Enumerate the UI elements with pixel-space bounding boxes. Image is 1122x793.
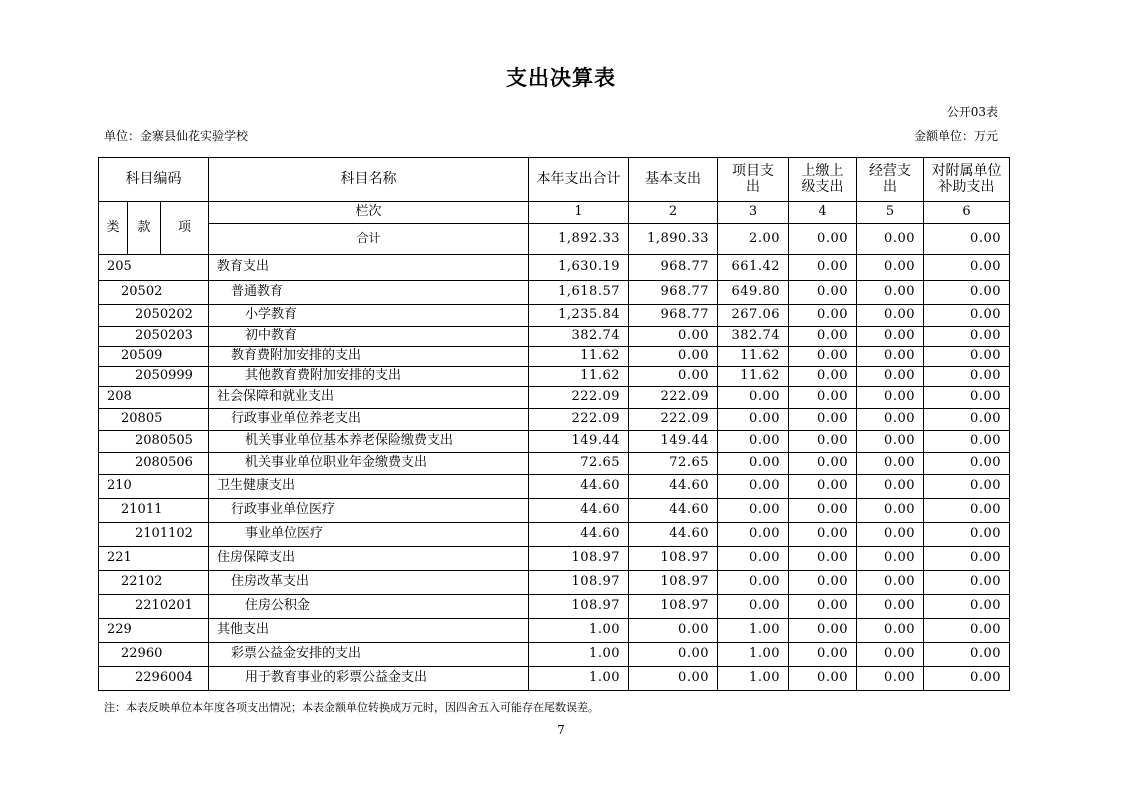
amount-unit-label: 金额单位：万元: [913, 129, 998, 143]
subject-code-cell: 2050202: [99, 305, 209, 327]
subject-code-cell: 229: [99, 619, 209, 643]
amount-cell: 0.00: [718, 523, 789, 547]
amount-cell: 0.00: [924, 281, 1010, 305]
amount-cell: 0.00: [789, 431, 857, 453]
subject-code-cell: 22102: [99, 571, 209, 595]
amount-cell: 108.97: [629, 547, 718, 571]
amount-cell: 0.00: [718, 499, 789, 523]
subject-code-cell: 2101102: [99, 523, 209, 547]
column-order-label: 栏次: [209, 202, 529, 224]
amount-cell: 0.00: [789, 347, 857, 367]
subject-name-cell: 住房公积金: [209, 595, 529, 619]
table-row: [99, 453, 1010, 475]
table-row: [99, 475, 1010, 499]
amount-cell: 0.00: [924, 667, 1010, 691]
total-row: [99, 224, 1010, 255]
subject-code-cell: 21011: [99, 499, 209, 523]
table-row: [99, 643, 1010, 667]
amount-cell: 968.77: [629, 305, 718, 327]
table-row: [99, 281, 1010, 305]
footnote: 注：本表反映单位本年度各项支出情况；本表金额单位转换成万元时，因四舍五入可能存在尾数误差。: [104, 701, 599, 714]
header-upper: 上缴上 级支出: [789, 158, 857, 202]
subject-code-cell: 22960: [99, 643, 209, 667]
amount-cell: 0.00: [789, 255, 857, 281]
amount-cell: 0.00: [924, 347, 1010, 367]
amount-cell: 0.00: [924, 453, 1010, 475]
amount-cell: 44.60: [529, 523, 629, 547]
amount-cell: 0.00: [924, 305, 1010, 327]
header-subsidiary: 对附属单位 补助支出: [924, 158, 1010, 202]
amount-cell: 0.00: [924, 571, 1010, 595]
amount-cell: 0.00: [924, 619, 1010, 643]
amount-cell: 0.00: [857, 347, 924, 367]
table-row: [99, 327, 1010, 347]
amount-cell: 72.65: [629, 453, 718, 475]
header-row: [99, 158, 1010, 202]
amount-cell: 0.00: [629, 619, 718, 643]
amount-cell: 0.00: [789, 453, 857, 475]
subject-code-cell: 221: [99, 547, 209, 571]
amount-cell: 11.62: [529, 367, 629, 387]
amount-cell: 0.00: [718, 571, 789, 595]
amount-cell: 0.00: [857, 643, 924, 667]
table-row: [99, 619, 1010, 643]
amount-cell: 0.00: [857, 547, 924, 571]
amount-cell: 0.00: [718, 409, 789, 431]
amount-cell: 0.00: [924, 327, 1010, 347]
amount-cell: 382.74: [529, 327, 629, 347]
amount-cell: 0.00: [924, 255, 1010, 281]
amount-cell: 0.00: [857, 453, 924, 475]
amount-cell: 1,618.57: [529, 281, 629, 305]
subject-name-cell: 机关事业单位基本养老保险缴费支出: [209, 431, 529, 453]
subject-name-cell: 其他支出: [209, 619, 529, 643]
amount-cell: 1.00: [718, 667, 789, 691]
subject-code-cell: 205: [99, 255, 209, 281]
header-basic: 基本支出: [629, 158, 718, 202]
amount-cell: 0.00: [629, 643, 718, 667]
amount-cell: 108.97: [529, 571, 629, 595]
amount-cell: 0.00: [924, 475, 1010, 499]
amount-cell: 1.00: [529, 643, 629, 667]
subject-code-cell: 2050999: [99, 367, 209, 387]
amount-cell: 0.00: [789, 281, 857, 305]
amount-cell: 0.00: [718, 431, 789, 453]
col-num-5: 5: [857, 202, 924, 224]
amount-cell: 0.00: [789, 523, 857, 547]
amount-cell: 0.00: [857, 305, 924, 327]
amount-cell: 222.09: [529, 387, 629, 409]
header-project: 项目支 出: [718, 158, 789, 202]
amount-cell: 267.06: [718, 305, 789, 327]
subject-name-cell: 普通教育: [209, 281, 529, 305]
amount-cell: 0.00: [857, 431, 924, 453]
total-value: 0.00: [924, 224, 1010, 255]
subject-code-cell: 20805: [99, 409, 209, 431]
amount-cell: 44.60: [629, 523, 718, 547]
amount-cell: 661.42: [718, 255, 789, 281]
header-total: 本年支出合计: [529, 158, 629, 202]
total-label: 合计: [209, 224, 529, 255]
table-row: [99, 409, 1010, 431]
amount-cell: 0.00: [789, 547, 857, 571]
amount-cell: 149.44: [629, 431, 718, 453]
amount-cell: 0.00: [924, 523, 1010, 547]
amount-cell: 0.00: [857, 281, 924, 305]
amount-cell: 222.09: [629, 387, 718, 409]
table-row: [99, 499, 1010, 523]
total-value: 0.00: [789, 224, 857, 255]
subject-name-cell: 其他教育费附加安排的支出: [209, 367, 529, 387]
col-num-6: 6: [924, 202, 1010, 224]
subject-name-cell: 用于教育事业的彩票公益金支出: [209, 667, 529, 691]
amount-cell: 968.77: [629, 281, 718, 305]
amount-cell: 0.00: [857, 619, 924, 643]
amount-cell: 0.00: [789, 387, 857, 409]
subject-name-cell: 社会保障和就业支出: [209, 387, 529, 409]
amount-cell: 0.00: [924, 547, 1010, 571]
table-row: [99, 305, 1010, 327]
amount-cell: 0.00: [718, 475, 789, 499]
subject-code-cell: 210: [99, 475, 209, 499]
amount-cell: 44.60: [529, 475, 629, 499]
subject-code-cell: 2296004: [99, 667, 209, 691]
subject-name-cell: 住房改革支出: [209, 571, 529, 595]
amount-cell: 222.09: [529, 409, 629, 431]
header-subject-code: 科目编码: [99, 158, 209, 202]
amount-cell: 0.00: [857, 667, 924, 691]
page-title: 支出决算表: [506, 66, 616, 90]
amount-cell: 1.00: [718, 643, 789, 667]
subject-name-cell: 小学教育: [209, 305, 529, 327]
col-num-3: 3: [718, 202, 789, 224]
amount-cell: 0.00: [857, 595, 924, 619]
amount-cell: 0.00: [857, 499, 924, 523]
amount-cell: 1.00: [529, 619, 629, 643]
amount-cell: 11.62: [529, 347, 629, 367]
table-row: [99, 547, 1010, 571]
amount-cell: 0.00: [857, 387, 924, 409]
amount-cell: 108.97: [629, 595, 718, 619]
col-num-1: 1: [529, 202, 629, 224]
table-row: [99, 523, 1010, 547]
total-value: 0.00: [857, 224, 924, 255]
subject-name-cell: 行政事业单位养老支出: [209, 409, 529, 431]
table-row: [99, 667, 1010, 691]
amount-cell: 0.00: [789, 619, 857, 643]
header-kuan: 款: [128, 202, 161, 255]
amount-cell: 0.00: [857, 255, 924, 281]
total-value: 1,890.33: [629, 224, 718, 255]
subject-name-cell: 彩票公益金安排的支出: [209, 643, 529, 667]
subject-name-cell: 住房保障支出: [209, 547, 529, 571]
amount-cell: 0.00: [857, 327, 924, 347]
table-row: [99, 595, 1010, 619]
table-row: [99, 255, 1010, 281]
amount-cell: 11.62: [718, 367, 789, 387]
subject-code-cell: 2080506: [99, 453, 209, 475]
subject-code-cell: 2050203: [99, 327, 209, 347]
amount-cell: 0.00: [629, 667, 718, 691]
amount-cell: 0.00: [924, 595, 1010, 619]
amount-cell: 382.74: [718, 327, 789, 347]
amount-cell: 1,235.84: [529, 305, 629, 327]
amount-cell: 0.00: [857, 475, 924, 499]
amount-cell: 108.97: [529, 547, 629, 571]
amount-cell: 0.00: [718, 453, 789, 475]
subject-name-cell: 事业单位医疗: [209, 523, 529, 547]
table-row: [99, 347, 1010, 367]
page-number: 7: [557, 723, 565, 737]
amount-cell: 1,630.19: [529, 255, 629, 281]
subject-code-cell: 20509: [99, 347, 209, 367]
amount-cell: 0.00: [629, 327, 718, 347]
amount-cell: 0.00: [629, 367, 718, 387]
amount-cell: 649.80: [718, 281, 789, 305]
amount-cell: 0.00: [789, 305, 857, 327]
subject-code-cell: 20502: [99, 281, 209, 305]
amount-cell: 0.00: [629, 347, 718, 367]
amount-cell: 0.00: [789, 595, 857, 619]
amount-cell: 0.00: [924, 367, 1010, 387]
unit-label: 单位：金寨县仙花实验学校: [104, 129, 249, 143]
amount-cell: 149.44: [529, 431, 629, 453]
amount-cell: 0.00: [857, 523, 924, 547]
amount-cell: 108.97: [629, 571, 718, 595]
subject-name-cell: 卫生健康支出: [209, 475, 529, 499]
amount-cell: 0.00: [924, 409, 1010, 431]
amount-cell: 1.00: [718, 619, 789, 643]
subject-name-cell: 教育支出: [209, 255, 529, 281]
amount-cell: 0.00: [789, 367, 857, 387]
amount-cell: 0.00: [857, 409, 924, 431]
amount-cell: 0.00: [857, 367, 924, 387]
form-number: 公开03表: [946, 105, 998, 119]
amount-cell: 1.00: [529, 667, 629, 691]
header-lei: 类: [99, 202, 128, 255]
amount-cell: 0.00: [789, 571, 857, 595]
amount-cell: 0.00: [924, 643, 1010, 667]
col-num-2: 2: [629, 202, 718, 224]
amount-cell: 11.62: [718, 347, 789, 367]
amount-cell: 0.00: [924, 431, 1010, 453]
header-xiang: 项: [161, 202, 209, 255]
amount-cell: 44.60: [629, 475, 718, 499]
subject-name-cell: 教育费附加安排的支出: [209, 347, 529, 367]
table-row: [99, 367, 1010, 387]
subject-name-cell: 机关事业单位职业年金缴费支出: [209, 453, 529, 475]
amount-cell: 968.77: [629, 255, 718, 281]
total-value: 1,892.33: [529, 224, 629, 255]
subject-code-cell: 2210201: [99, 595, 209, 619]
amount-cell: 44.60: [629, 499, 718, 523]
column-order-row: [99, 202, 1010, 224]
amount-cell: 0.00: [789, 499, 857, 523]
amount-cell: 0.00: [924, 499, 1010, 523]
table-row: [99, 387, 1010, 409]
amount-cell: 222.09: [629, 409, 718, 431]
amount-cell: 0.00: [789, 327, 857, 347]
amount-cell: 0.00: [718, 547, 789, 571]
table-row: [99, 431, 1010, 453]
amount-cell: 108.97: [529, 595, 629, 619]
amount-cell: 0.00: [857, 571, 924, 595]
amount-cell: 0.00: [789, 643, 857, 667]
col-num-4: 4: [789, 202, 857, 224]
subject-name-cell: 行政事业单位医疗: [209, 499, 529, 523]
expenditure-table: [98, 157, 1010, 691]
amount-cell: 44.60: [529, 499, 629, 523]
amount-cell: 0.00: [924, 387, 1010, 409]
amount-cell: 72.65: [529, 453, 629, 475]
table-row: [99, 571, 1010, 595]
header-business: 经营支 出: [857, 158, 924, 202]
amount-cell: 0.00: [789, 475, 857, 499]
amount-cell: 0.00: [789, 409, 857, 431]
subject-code-cell: 2080505: [99, 431, 209, 453]
subject-name-cell: 初中教育: [209, 327, 529, 347]
subject-code-cell: 208: [99, 387, 209, 409]
amount-cell: 0.00: [718, 595, 789, 619]
total-value: 2.00: [718, 224, 789, 255]
amount-cell: 0.00: [789, 667, 857, 691]
header-subject-name: 科目名称: [209, 158, 529, 202]
amount-cell: 0.00: [718, 387, 789, 409]
